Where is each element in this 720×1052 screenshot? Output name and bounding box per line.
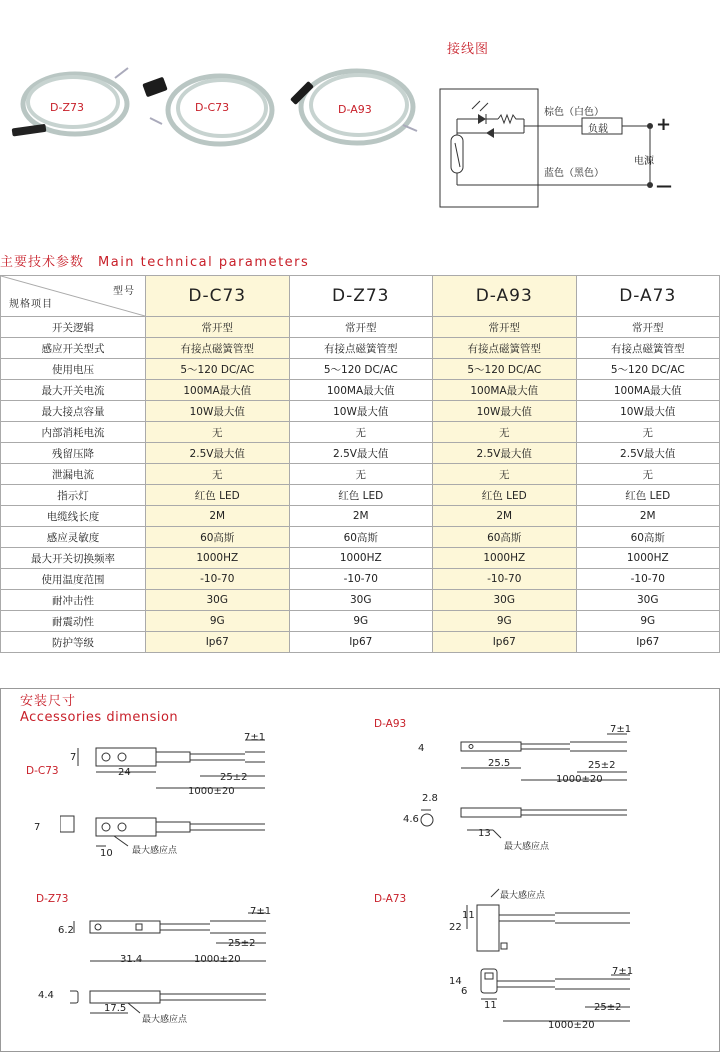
params-title-cn: 主要技术参数 <box>0 255 85 270</box>
params-row-label: 指示灯 <box>1 485 146 506</box>
params-cell: Ip67 <box>289 632 433 653</box>
dim-label-d-a93: D-A93 <box>374 718 407 730</box>
params-cell: 无 <box>146 422 290 443</box>
params-cell: 100MA最大值 <box>433 380 577 401</box>
dim-d-a73-h-d: 6 <box>461 986 468 997</box>
dims-title <box>20 694 178 726</box>
dim-d-a93-h: 4 <box>418 743 425 754</box>
dim-d-a73-strip: 25±2 <box>594 1002 622 1013</box>
product-label-d-a93: D-A93 <box>338 103 372 116</box>
params-cell: -10-70 <box>146 569 290 590</box>
params-row-label: 电缆线长度 <box>1 506 146 527</box>
params-cell: 有接点磁簧管型 <box>576 338 720 359</box>
params-cell: -10-70 <box>433 569 577 590</box>
dim-d-a73-w: 11 <box>484 1000 497 1011</box>
params-cell: 无 <box>576 464 720 485</box>
corner-spec-label: 规格项目 <box>9 299 53 310</box>
params-cell: 2M <box>576 506 720 527</box>
params-cell: 2.5V最大值 <box>289 443 433 464</box>
params-cell: 5～120 DC/AC <box>576 359 720 380</box>
params-cell: 有接点磁簧管型 <box>289 338 433 359</box>
dim-d-z73-sensor-off: 17.5 <box>104 1003 127 1014</box>
params-cell: 10W最大值 <box>433 401 577 422</box>
params-cell: 有接点磁簧管型 <box>146 338 290 359</box>
dim-d-c73-strip: 25±2 <box>220 772 248 783</box>
dim-d-a93-w: 25.5 <box>488 758 511 769</box>
dim-d-z73-h: 6.2 <box>58 925 74 936</box>
dim-d-z73-side-h: 4.4 <box>38 990 54 1001</box>
model-header-d-a93: D-A93 <box>433 276 577 317</box>
dim-drawing-d-a73 <box>445 885 655 1035</box>
dim-d-c73-h: 7 <box>70 752 77 763</box>
params-cell: 10W最大值 <box>146 401 290 422</box>
params-cell: 1000HZ <box>576 548 720 569</box>
params-row <box>1 338 720 359</box>
params-cell: 1000HZ <box>146 548 290 569</box>
params-cell: Ip67 <box>433 632 577 653</box>
params-row-label: 使用温度范围 <box>1 569 146 590</box>
model-header-d-c73: D-C73 <box>146 276 290 317</box>
corner-model-label: 型号 <box>113 286 135 297</box>
params-cell: 30G <box>433 590 577 611</box>
params-title-en: Main technical parameters <box>98 255 310 270</box>
params-cell: 9G <box>433 611 577 632</box>
dim-d-a93-strip: 25±2 <box>588 760 616 771</box>
params-cell: 60高斯 <box>576 527 720 548</box>
model-header-d-a73: D-A73 <box>576 276 720 317</box>
dim-d-a73-tip: 7±1 <box>612 966 634 977</box>
params-cell: 红色 LED <box>433 485 577 506</box>
wiring-brown-label: 棕色（白色） <box>544 107 604 118</box>
params-row-label: 泄漏电流 <box>1 464 146 485</box>
dim-d-z73-strip: 25±2 <box>228 938 256 949</box>
product-label-d-z73: D-Z73 <box>50 101 84 114</box>
params-cell: 5～120 DC/AC <box>433 359 577 380</box>
dim-drawing-d-c73 <box>60 728 280 858</box>
params-row <box>1 569 720 590</box>
params-cell: 无 <box>289 464 433 485</box>
params-cell: 红色 LED <box>289 485 433 506</box>
params-cell: 无 <box>433 464 577 485</box>
dims-title-cn: 安装尺寸 <box>20 694 77 709</box>
params-cell: 无 <box>433 422 577 443</box>
params-cell: 9G <box>289 611 433 632</box>
params-title <box>0 251 309 270</box>
params-row <box>1 485 720 506</box>
params-cell: 无 <box>146 464 290 485</box>
params-row <box>1 443 720 464</box>
dim-d-z73-cable: 1000±20 <box>194 954 241 965</box>
params-cell: 10W最大值 <box>576 401 720 422</box>
dim-d-c73-tip: 7±1 <box>244 732 266 743</box>
dim-d-a93-end-h: 4.6 <box>403 814 419 825</box>
params-row <box>1 359 720 380</box>
params-cell: 红色 LED <box>576 485 720 506</box>
dim-label-d-a73: D-A73 <box>374 893 407 905</box>
params-row <box>1 548 720 569</box>
wiring-minus: — <box>656 176 672 195</box>
params-cell: 1000HZ <box>433 548 577 569</box>
params-cell: 100MA最大值 <box>289 380 433 401</box>
wiring-title: 接线图 <box>447 42 490 57</box>
params-cell: 红色 LED <box>146 485 290 506</box>
params-cell: 100MA最大值 <box>576 380 720 401</box>
params-row-label: 感应开关型式 <box>1 338 146 359</box>
params-cell: 2M <box>433 506 577 527</box>
params-cell: 10W最大值 <box>289 401 433 422</box>
params-cell: 2M <box>146 506 290 527</box>
dim-d-c73-w: 24 <box>118 767 131 778</box>
params-cell: -10-70 <box>576 569 720 590</box>
dim-d-a73-h-a: 11 <box>462 910 475 921</box>
dim-d-z73-w: 31.4 <box>120 954 143 965</box>
params-cell: 有接点磁簧管型 <box>433 338 577 359</box>
dim-label-d-z73: D-Z73 <box>36 893 69 905</box>
params-cell: Ip67 <box>146 632 290 653</box>
dim-d-a73-cable: 1000±20 <box>548 1020 595 1031</box>
model-header-d-z73: D-Z73 <box>289 276 433 317</box>
dim-d-z73-sensor-note: 最大感应点 <box>142 1015 188 1025</box>
params-cell: 常开型 <box>146 317 290 338</box>
params-row-label: 感应灵敏度 <box>1 527 146 548</box>
params-row-label: 内部消耗电流 <box>1 422 146 443</box>
params-row <box>1 464 720 485</box>
params-row-label: 最大开关切换频率 <box>1 548 146 569</box>
params-cell: 5～120 DC/AC <box>146 359 290 380</box>
params-cell: 常开型 <box>433 317 577 338</box>
params-row <box>1 527 720 548</box>
params-cell: 9G <box>146 611 290 632</box>
params-cell: 30G <box>576 590 720 611</box>
params-cell: 100MA最大值 <box>146 380 290 401</box>
params-row <box>1 380 720 401</box>
params-row-label: 耐冲击性 <box>1 590 146 611</box>
params-row-label: 开关逻辑 <box>1 317 146 338</box>
params-header-row <box>1 276 720 317</box>
dim-d-a93-sensor-note: 最大感应点 <box>504 842 550 852</box>
dims-title-en: Accessories dimension <box>20 710 179 725</box>
wiring-power-label: 电源 <box>634 156 654 167</box>
dim-label-d-c73: D-C73 <box>26 765 59 777</box>
params-row-label: 最大接点容量 <box>1 401 146 422</box>
params-cell: 无 <box>576 422 720 443</box>
params-cell: 1000HZ <box>289 548 433 569</box>
wiring-blue-label: 蓝色（黑色） <box>544 168 604 179</box>
dim-d-a93-sensor-off: 13 <box>478 828 491 839</box>
dim-d-a93-end-w: 2.8 <box>422 793 438 804</box>
params-row-label: 残留压降 <box>1 443 146 464</box>
params-row <box>1 590 720 611</box>
dim-d-c73-side-h: 7 <box>34 822 41 833</box>
dim-d-c73-cable: 1000±20 <box>188 786 235 797</box>
params-cell: 9G <box>576 611 720 632</box>
product-label-d-c73: D-C73 <box>195 101 230 114</box>
params-cell: Ip67 <box>576 632 720 653</box>
params-row <box>1 611 720 632</box>
params-cell: 30G <box>289 590 433 611</box>
params-table <box>0 275 720 653</box>
dim-d-c73-sensor-off: 10 <box>100 848 113 859</box>
params-cell: 60高斯 <box>433 527 577 548</box>
dim-d-a93-cable: 1000±20 <box>556 774 603 785</box>
dim-d-a73-h-c: 14 <box>449 976 462 987</box>
params-row <box>1 506 720 527</box>
dim-d-z73-tip: 7±1 <box>250 906 272 917</box>
params-cell: 2M <box>289 506 433 527</box>
params-row-label: 使用电压 <box>1 359 146 380</box>
params-cell: 2.5V最大值 <box>433 443 577 464</box>
params-row <box>1 632 720 653</box>
params-cell: 无 <box>289 422 433 443</box>
params-row-label: 最大开关电流 <box>1 380 146 401</box>
dim-d-a93-tip: 7±1 <box>610 724 632 735</box>
params-row <box>1 401 720 422</box>
wiring-load-label: 负载 <box>588 124 608 135</box>
params-cell: 5～120 DC/AC <box>289 359 433 380</box>
dim-d-a73-sensor-note: 最大感应点 <box>500 891 546 901</box>
params-cell: 常开型 <box>576 317 720 338</box>
params-row <box>1 422 720 443</box>
params-row <box>1 317 720 338</box>
params-cell: 30G <box>146 590 290 611</box>
params-cell: 2.5V最大值 <box>146 443 290 464</box>
params-cell: -10-70 <box>289 569 433 590</box>
params-cell: 常开型 <box>289 317 433 338</box>
wiring-plus: + <box>656 114 672 135</box>
params-cell: 60高斯 <box>146 527 290 548</box>
params-cell: 60高斯 <box>289 527 433 548</box>
params-row-label: 防护等级 <box>1 632 146 653</box>
corner-cell <box>1 276 146 317</box>
params-row-label: 耐震动性 <box>1 611 146 632</box>
dim-d-a73-h-b: 22 <box>449 922 462 933</box>
params-cell: 2.5V最大值 <box>576 443 720 464</box>
dim-d-c73-sensor-note: 最大感应点 <box>132 846 178 856</box>
